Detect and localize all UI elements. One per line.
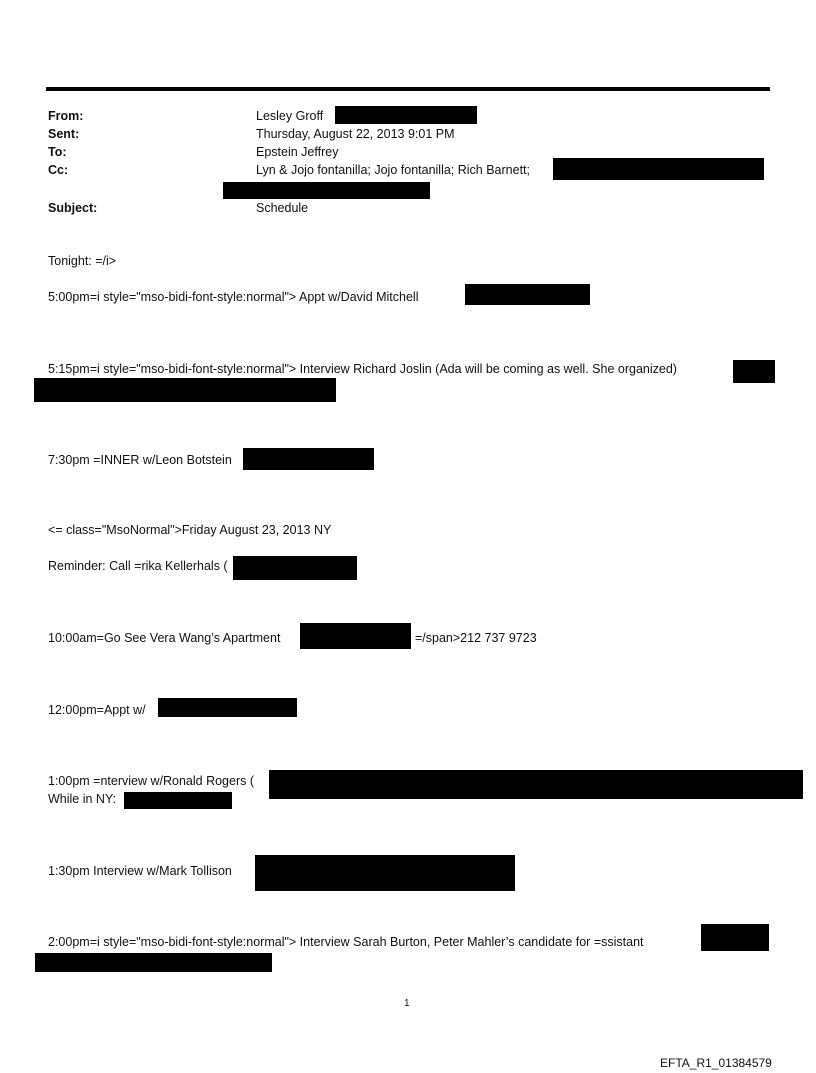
bates-id: EFTA_R1_01384579 <box>660 1056 772 1070</box>
cc-value: Lyn & Jojo fontanilla; Jojo fontanilla; Rich Barnett; <box>256 163 530 177</box>
body-line-100pm: 1:00pm =nterview w/Ronald Rogers ( <box>48 774 254 788</box>
subject-label: Subject: <box>48 201 98 215</box>
body-line-1000am: 10:00am=Go See Vera Wang’s Apartment <box>48 631 281 645</box>
redaction-block <box>733 360 775 383</box>
body-line-friday: <= class="MsoNormal">Friday August 23, 2013 NY <box>48 523 332 537</box>
redaction-block <box>300 623 411 649</box>
redaction-block <box>701 924 769 951</box>
to-value: Epstein Jeffrey <box>256 145 339 159</box>
body-phone-number: =/span>212 737 9723 <box>415 631 537 645</box>
redaction-block <box>255 855 515 891</box>
redaction-block <box>269 770 803 799</box>
header-rule <box>46 87 770 91</box>
body-line-tonight: Tonight: =/i> <box>48 254 117 268</box>
redaction-block <box>553 158 764 180</box>
redaction-block <box>34 378 336 402</box>
redaction-block <box>124 792 232 809</box>
page-number: 1 <box>404 998 410 1009</box>
redaction-block <box>223 182 430 199</box>
subject-value: Schedule <box>256 201 309 215</box>
from-value: Lesley Groff <box>256 109 324 123</box>
redaction-block <box>243 448 374 470</box>
redaction-block <box>335 106 477 124</box>
redaction-block <box>233 556 357 580</box>
body-line-reminder: Reminder: Call =rika Kellerhals ( <box>48 559 228 573</box>
body-line-500pm: 5:00pm=i style="mso-bidi-font-style:normal"> Appt w/David Mitchell <box>48 290 419 304</box>
body-line-1200pm: 12:00pm=Appt w/ <box>48 703 146 717</box>
to-label: To: <box>48 145 67 159</box>
body-line-130pm: 1:30pm Interview w/Mark Tollison <box>48 864 232 878</box>
cc-label: Cc: <box>48 163 69 177</box>
redaction-block <box>465 284 590 305</box>
from-label: From: <box>48 109 84 123</box>
redaction-block <box>158 698 297 717</box>
sent-label: Sent: <box>48 127 80 141</box>
body-line-200pm: 2:00pm=i style="mso-bidi-font-style:normal"> Interview Sarah Burton, Peter Mahler’s candidate for =ssistant <box>48 935 644 949</box>
body-line-730pm: 7:30pm =INNER w/Leon Botstein <box>48 453 232 467</box>
body-line-515pm: 5:15pm=i style="mso-bidi-font-style:normal"> Interview Richard Joslin (Ada will be coming as well. She organized) <box>48 362 677 376</box>
sent-value: Thursday, August 22, 2013 9:01 PM <box>256 127 455 141</box>
body-line-while-in-ny: While in NY: <box>48 792 117 806</box>
redaction-block <box>35 953 272 972</box>
